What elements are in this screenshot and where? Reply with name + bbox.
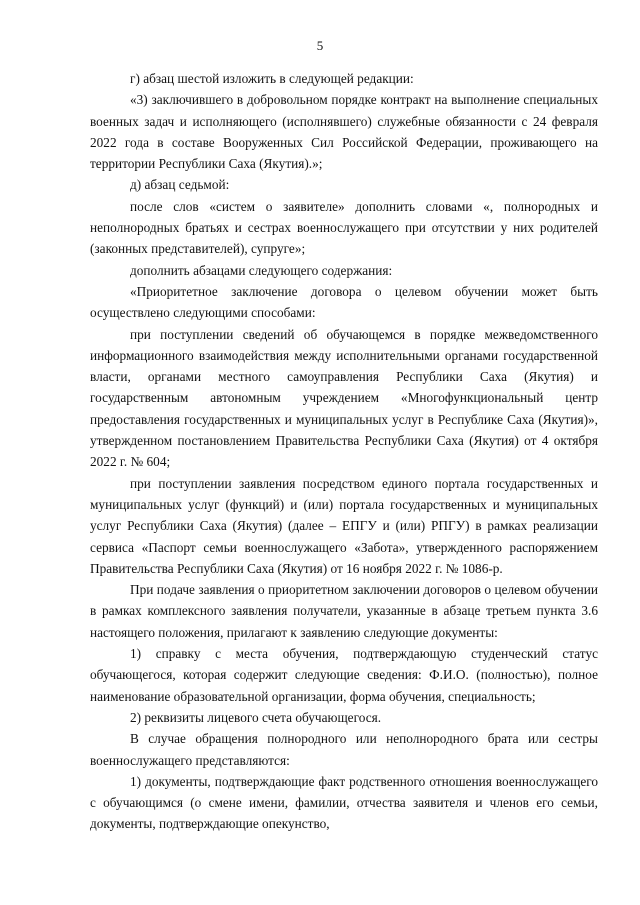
paragraph-kinship-documents: 1) документы, подтверждающие факт родственного отношения военнослужащего с обучающимся (о смене имени, фамилии, отчества заявителя и членов его семьи, документы, подтверждающие опекунство, (90, 773, 598, 832)
paragraph-amendment-d: д) абзац седьмой: (130, 177, 230, 193)
paragraph-add-paragraphs: дополнить абзацами следующего содержания: (130, 262, 393, 278)
paragraph-study-certificate: 1) справку с места обучения, подтверждающую студенческий статус обучающегося, которая содержит следующие сведения: Ф.И.О. (полностью), полное наименование образовательной организации, форма обучения, специальность; (90, 646, 598, 704)
paragraph-account-details: 2) реквизиты лицевого счета обучающегося. (130, 709, 382, 725)
paragraph-portal-receipt: при поступлении заявления посредством единого портала государственных и муниципальных услуг (функций) и (или) портала государственных и муниципальных услуг Республики Саха (Якутия) (далее – ЕПГУ и (или) РПГУ) в рамках реализации сервиса «Паспорт семьи военнослужащего «Забота», утвержденного распоряжением Правительства Республики Саха (Якутия) от 16 ноября 2022 г. № 1086-р. (90, 475, 598, 576)
paragraph-after-words: после слов «систем о заявителе» дополнить словами «, полнородных и неполнородных братьях и сестрах военнослужащего при отсутствии у них родителей (законных представителей), супруге»; (90, 198, 598, 257)
paragraph-amendment-g: г) абзац шестой изложить в следующей редакции: (130, 71, 414, 86)
page-number: 5 (316, 38, 324, 53)
paragraph-sibling-case: В случае обращения полнородного или неполнородного брата или сестры военнослужащего представляются: (90, 731, 598, 768)
paragraph-item-3-text: «3) заключившего в добровольном порядке контракт на выполнение специальных военных задач и исполняющего (исполнявшего) служебные обязанности с 24 февраля 2022 года в составе Вооруженных Сил Российской Федерации, проживающего на территории Республики Саха (Якутия).»; (90, 92, 598, 172)
document-body (90, 68, 598, 835)
paragraph-application-docs: При подаче заявления о приоритетном заключении договоров о целевом обучении в рамках комплексного заявления получатели, указанные в абзаце третьем пункта 3.6 настоящего положения, прилагают к заявлению следующие документы: (90, 582, 598, 640)
paragraph-priority-conclusion: «Приоритетное заключение договора о целевом обучении может быть осуществлено следующими способами: (90, 283, 598, 321)
paragraph-interagency-receipt: при поступлении сведений об обучающемся в порядке межведомственного информационного взаимодействия между исполнительными органами государственной власти, органами местного самоуправления Республики Саха (Якутия) и государственным автономным учреждением «Многофункциональный центр предоставления государственных и муниципальных услуг в Республике Саха (Якутия)», утвержденном постановлением Правительства Республики Саха (Якутия) от 4 октября 2022 г. № 604; (90, 326, 598, 470)
